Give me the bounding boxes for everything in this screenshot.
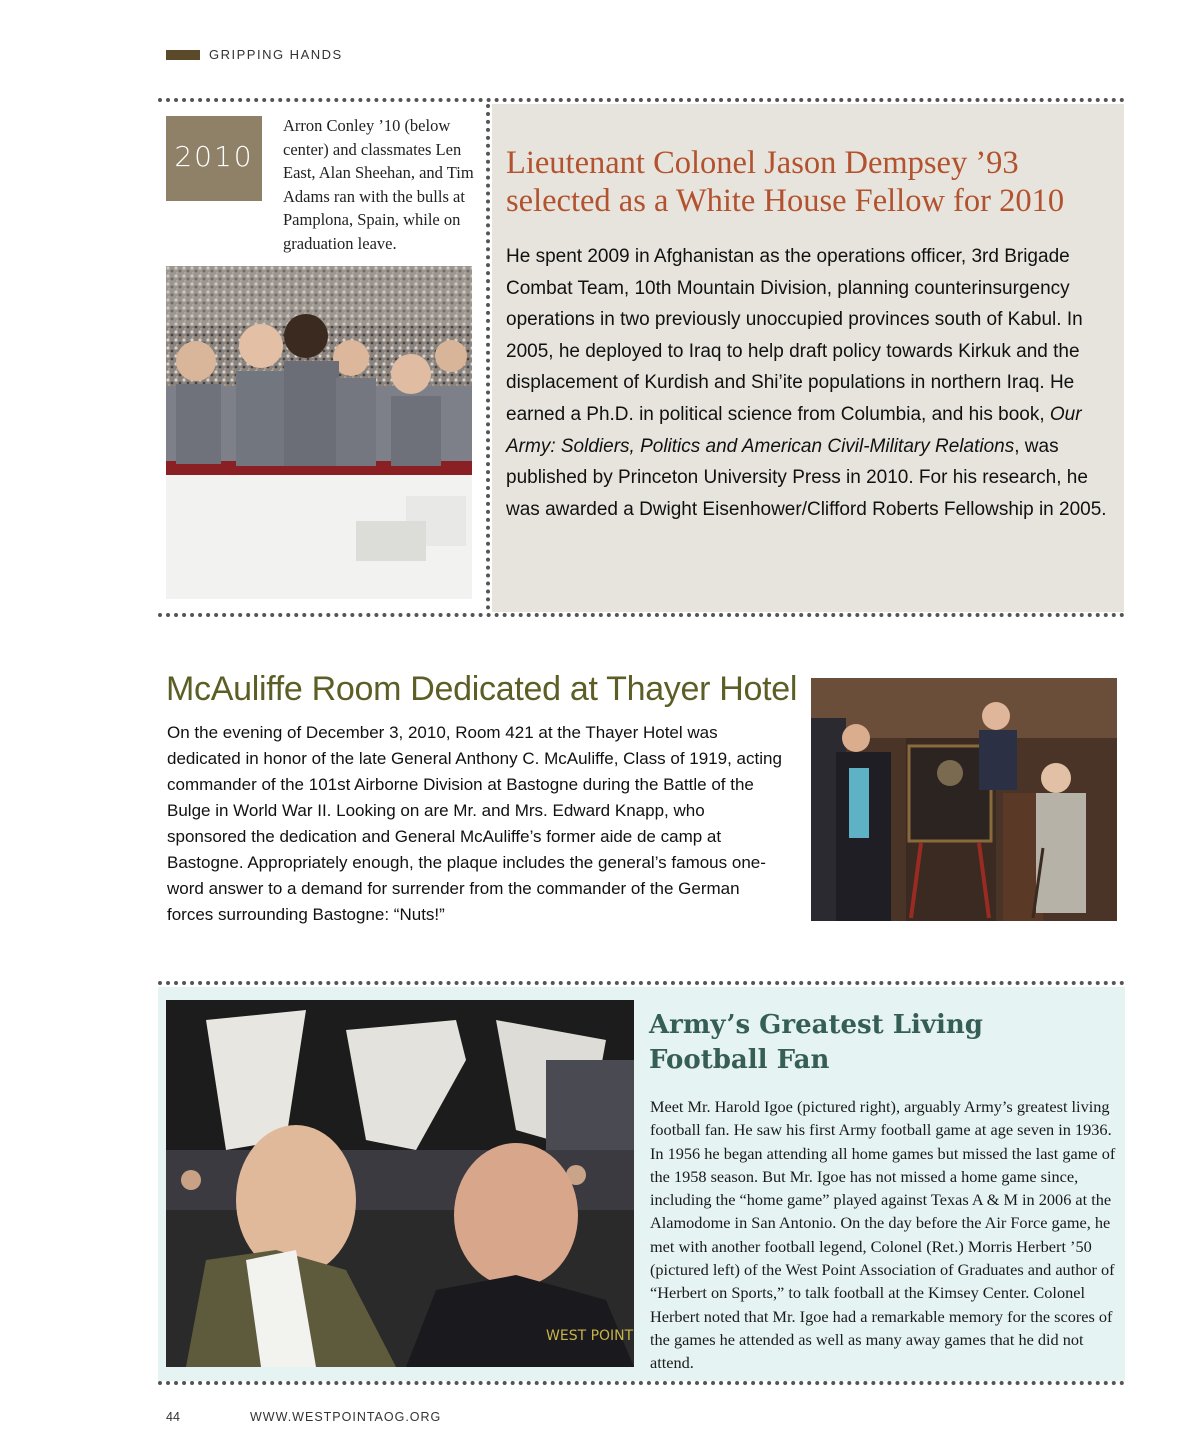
section-marker xyxy=(166,50,200,60)
website-url[interactable]: WWW.WESTPOINTAOG.ORG xyxy=(250,1410,442,1424)
fellow-body-text-2: , was published by Princeton University Press in 2010. For his research, he was awarded a Dwight Eisenhower/Clifford Roberts Fellowship in 2005. xyxy=(506,435,1107,520)
two-men-football-photo xyxy=(166,1000,634,1367)
mcauliffe-article-body: On the evening of December 3, 2010, Room 421 at the Thayer Hotel was dedicated in honor of the late General Anthony C. McAuliffe, Class of 1919, acting commander of the 101st Airborne Division at Bastogne during the Battle of the Bulge in World War II. Looking on are Mr. and Mrs. Edward Knapp, who sponsored the dedication and General McAuliffe’s former aide de camp at Bastogne. Appropriately enough, the plaque includes the general’s famous one-word answer to a demand for surrender from the commander of the German forces surrounding Bastogne: “Nuts!” xyxy=(167,723,782,924)
plaque-dedication-photo xyxy=(811,678,1117,921)
fellow-article-title: Lieutenant Colonel Jason Dempsey ’93 selected as a White House Fellow for 2010 xyxy=(506,145,1065,219)
section-label: GRIPPING HANDS xyxy=(209,47,343,62)
graduating-cadets-photo xyxy=(166,266,472,599)
fellow-article-body xyxy=(506,241,1121,525)
year-label: 2010 xyxy=(174,140,254,173)
football-top-dotted-rule xyxy=(158,981,1125,985)
page-number: 44 xyxy=(166,1410,180,1424)
football-bottom-dotted-rule xyxy=(158,1381,1125,1385)
mcauliffe-article-title: McAuliffe Room Dedicated at Thayer Hotel xyxy=(166,670,798,708)
fellow-body-text-1: He spent 2009 in Afghanistan as the operations officer, 3rd Brigade Combat Team, 10th Mountain Division, planning counterinsurgency operations in two previously unoccupied provinces south of Kabul. In 2005, he deployed to Iraq to help draft policy towards Kirkuk and the displacement of Kurdish and Shi’ite populations in northern Iraq. He earned a Ph.D. in political science from Columbia, and his book, xyxy=(506,246,1083,425)
column-dotted-divider xyxy=(486,104,490,610)
football-article-body: Meet Mr. Harold Igoe (pictured right), arguably Army’s greatest living football fan. He saw his first Army football game at age seven in 1936. In 1956 he began attending all home games but missed the last game of the 1958 season. But Mr. Igoe has not missed a home game since, including the “home game” played against Texas A & M in 2006 at the Alamodome in San Antonio. On the day before the Air Force game, he met with another football legend, Colonel (Ret.) Morris Herbert ’50 (pictured left) of the West Point Association of Graduates and author of “Herbert on Sports,” to talk football at the Kimsey Center. Colonel Herbert noted that Mr. Igoe had a remarkable memory for the scores of the games he attended as well as many away games that he did not attend. xyxy=(650,1097,1116,1373)
photo-caption: Arron Conley ’10 (below center) and classmates Len East, Alan Sheehan, and Tim Adams ran with the bulls at Pamplona, Spain, while on graduation leave. xyxy=(283,116,474,253)
football-article-title: Army’s Greatest Living Football Fan xyxy=(649,1010,983,1075)
book-title: Our Army: Soldiers, Politics and American Civil-Military Relations xyxy=(506,403,1082,457)
top-dotted-rule xyxy=(158,98,1125,102)
mid-dotted-rule xyxy=(158,613,1125,617)
svg-text:WEST POINT: WEST POINT xyxy=(546,1328,634,1344)
